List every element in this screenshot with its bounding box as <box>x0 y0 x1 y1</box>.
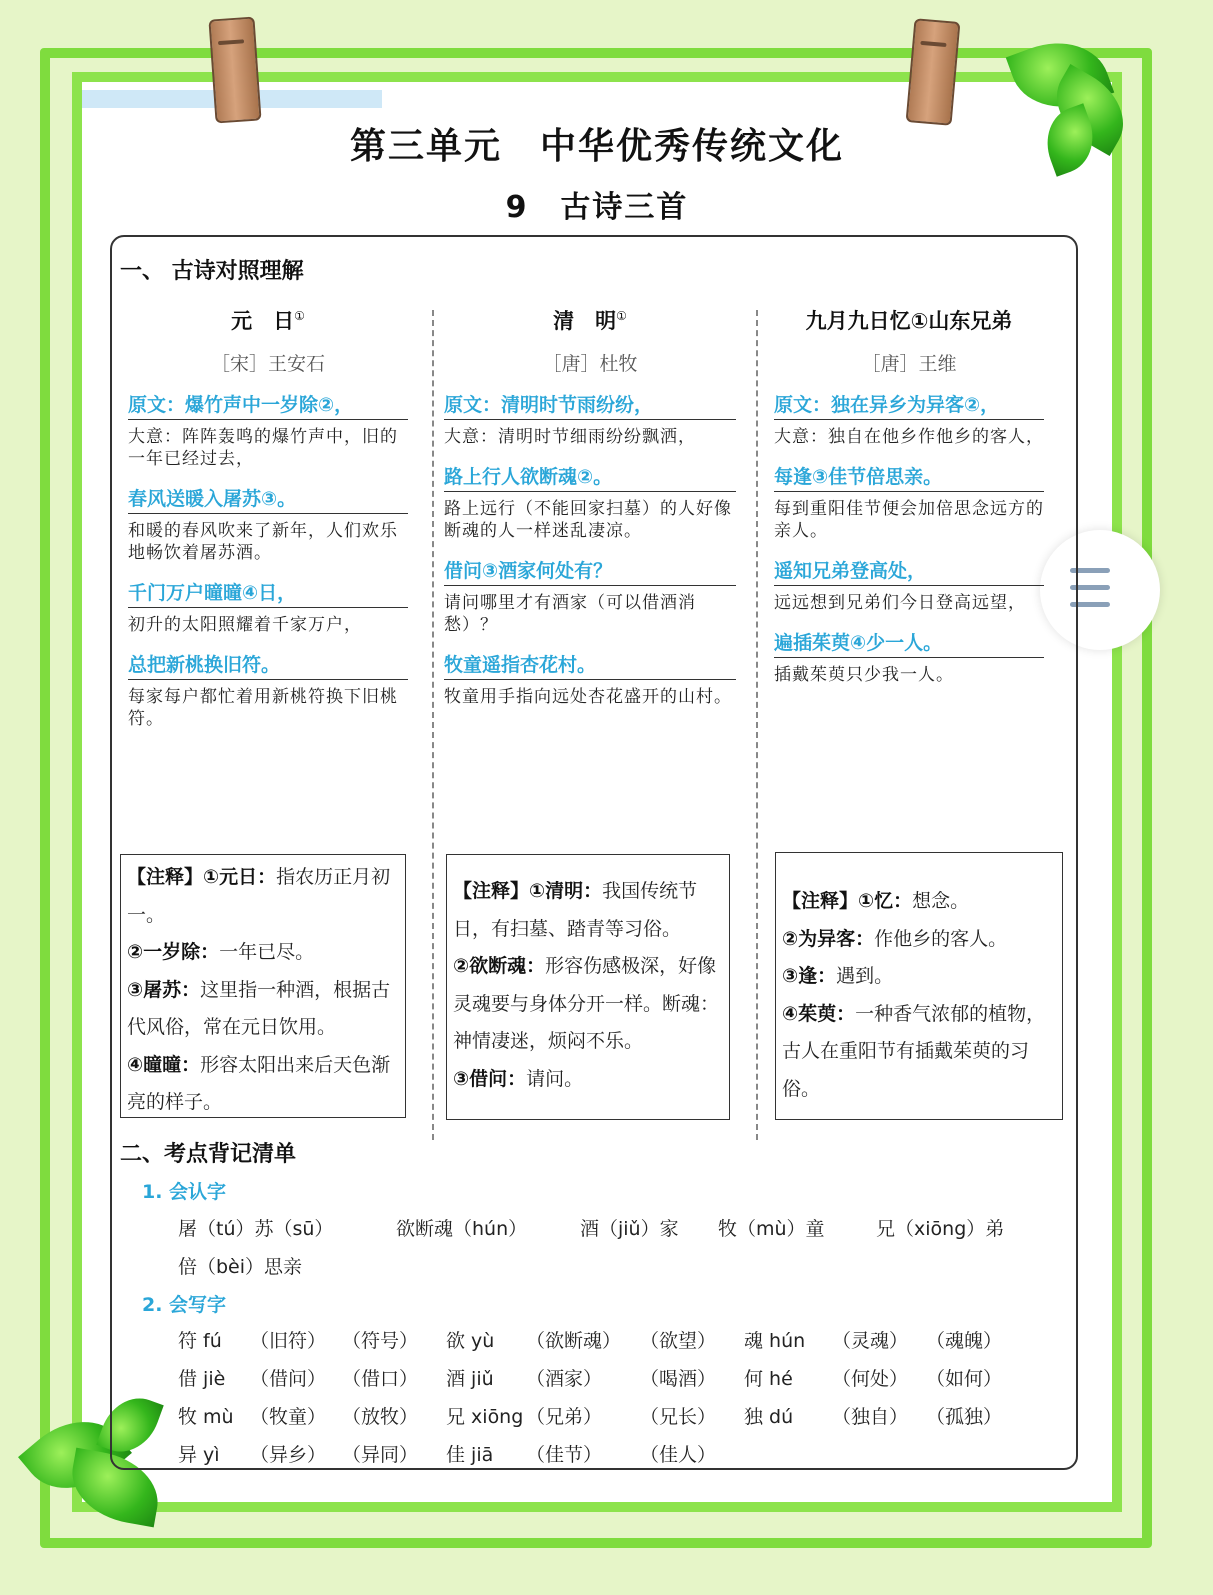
unit-title: 第三单元 中华优秀传统文化 <box>349 126 844 167</box>
recognize-row-1 <box>178 1214 1058 1244</box>
recognize-item: 倍（bèi）思亲 <box>178 1256 303 1278</box>
poem-meaning: 插戴茱萸只少我一人。 <box>774 665 954 685</box>
write-cell: （孤独） <box>926 1406 1003 1428</box>
poem-meaning: 牧童用手指向远处杏花盛开的山村。 <box>444 687 732 707</box>
recognize-title: 1. 会认字 <box>142 1181 227 1203</box>
column-divider <box>432 310 434 1140</box>
poem-meaning: 每家每户都忙着用新桃符换下旧桃符。 <box>128 687 398 729</box>
write-cell: 符 fú <box>178 1330 222 1352</box>
poem-author: ［宋］王安石 <box>210 353 325 375</box>
poem-line: 春风送暖入屠苏③。 <box>128 484 408 514</box>
write-cell: （佳人） <box>640 1444 717 1466</box>
poem-line: 千门万户曈曈④日， <box>128 578 408 608</box>
write-cell: （异乡） <box>250 1444 327 1466</box>
write-cell: （魂魄） <box>926 1330 1003 1352</box>
poem-meaning: 大意：独自在他乡作他乡的客人， <box>774 427 1044 447</box>
write-cell: 兄 xiōng <box>446 1406 524 1428</box>
write-title: 2. 会写字 <box>142 1294 227 1316</box>
poem-title: 元 日① <box>231 309 305 333</box>
poem-line: 总把新桃换旧符。 <box>128 650 408 680</box>
write-cell: 独 dú <box>744 1406 794 1428</box>
recognize-item: 牧（mù）童 <box>718 1218 825 1240</box>
poem-line: 原文：独在异乡为异客②， <box>774 390 1044 420</box>
write-cell: 酒 jiǔ <box>446 1368 494 1390</box>
poem-meaning: 大意：清明时节细雨纷纷飘洒， <box>444 427 696 447</box>
section1-title: 一、 古诗对照理解 <box>120 259 304 284</box>
clip-icon <box>208 17 261 124</box>
write-cell: 何 hé <box>744 1368 793 1390</box>
write-cell: （符号） <box>342 1330 419 1352</box>
poem-author: ［唐］王维 <box>861 353 957 375</box>
write-cell: 欲 yù <box>446 1330 495 1352</box>
notes-box-3: 【注释】①忆：想念。 ②为异客：作他乡的客人。 ③逢：遇到。 ④茱萸：一种香气浓郁的植物，古人在重阳节有插戴茱萸的习俗。 <box>775 852 1063 1120</box>
recognize-item: 酒（jiǔ）家 <box>580 1218 679 1240</box>
poem-title: 清 明① <box>553 309 627 333</box>
poem-line: 遍插茱萸④少一人。 <box>774 628 1044 658</box>
poem-line: 每逢③佳节倍思亲。 <box>774 462 1044 492</box>
notes-box-1: 【注释】①元日：指农历正月初一。 ②一岁除：一年已尽。 ③屠苏：这里指一种酒，根据古代风俗，常在元日饮用。 ④曈曈：形容太阳出来后天色渐亮的样子。 <box>120 854 406 1118</box>
write-cell: （如何） <box>926 1368 1003 1390</box>
notes-box-2: 【注释】①清明：我国传统节日，有扫墓、踏青等习俗。 ②欲断魂：形容伤感极深，好像灵魂要与身体分开一样。断魂：神情凄迷，烦闷不乐。 ③借问：请问。 <box>446 854 730 1120</box>
poem-meaning: 远远想到兄弟们今日登高远望， <box>774 593 1026 613</box>
poem-meaning: 和暖的春风吹来了新年，人们欢乐地畅饮着屠苏酒。 <box>128 521 398 563</box>
write-cell: （牧童） <box>250 1406 327 1428</box>
write-cell: （酒家） <box>526 1368 603 1390</box>
poem-line: 原文：清明时节雨纷纷， <box>444 390 736 420</box>
poem-meaning: 每到重阳佳节便会加倍思念远方的亲人。 <box>774 499 1044 541</box>
write-cell: （何处） <box>832 1368 909 1390</box>
write-cell: （欲望） <box>640 1330 717 1352</box>
poem-meaning: 初升的太阳照耀着千家万户， <box>128 615 362 635</box>
poem-author: ［唐］杜牧 <box>542 353 638 375</box>
recognize-item: 兄（xiōng）弟 <box>876 1218 1005 1240</box>
write-cell: （佳节） <box>526 1444 603 1466</box>
poem-meaning: 请问哪里才有酒家（可以借酒消愁）？ <box>444 593 696 635</box>
write-row <box>178 1326 1058 1356</box>
recognize-row-2 <box>178 1252 1058 1282</box>
write-cell: （兄长） <box>640 1406 717 1428</box>
write-row <box>178 1440 1058 1470</box>
write-cell: （放牧） <box>342 1406 419 1428</box>
write-cell: （兄弟） <box>526 1406 603 1428</box>
recognize-item: 屠（tú）苏（sū） <box>178 1218 334 1240</box>
write-cell: 借 jiè <box>178 1368 226 1390</box>
poem-column-1 <box>128 305 408 730</box>
write-cell: 佳 jiā <box>446 1444 494 1466</box>
write-cell: （借问） <box>250 1368 327 1390</box>
lesson-title: 9 古诗三首 <box>505 190 689 225</box>
write-cell: （异同） <box>342 1444 419 1466</box>
write-row <box>178 1364 1058 1394</box>
poem-meaning: 路上远行（不能回家扫墓）的人好像断魂的人一样迷乱凄凉。 <box>444 499 732 541</box>
write-row <box>178 1402 1058 1432</box>
write-cell: （旧符） <box>250 1330 327 1352</box>
write-cell: （喝酒） <box>640 1368 717 1390</box>
section2-title: 二、考点背记清单 <box>120 1142 297 1167</box>
poem-meaning: 大意：阵阵轰鸣的爆竹声中，旧的一年已经过去， <box>128 427 398 469</box>
poem-title: 九月九日忆①山东兄弟 <box>805 309 1013 333</box>
clip-icon <box>906 18 961 126</box>
write-cell: （借口） <box>342 1368 419 1390</box>
write-cell: 牧 mù <box>178 1406 234 1428</box>
poem-line: 牧童遥指杏花村。 <box>444 650 736 680</box>
poem-line: 遥知兄弟登高处， <box>774 556 1044 586</box>
poem-column-3 <box>774 305 1044 686</box>
recognize-item: 欲断魂（hún） <box>396 1218 528 1240</box>
poem-column-2 <box>444 305 736 708</box>
write-cell: （灵魂） <box>832 1330 909 1352</box>
write-cell: （欲断魂） <box>526 1330 622 1352</box>
poem-line: 路上行人欲断魂②。 <box>444 462 736 492</box>
poem-line: 借问③酒家何处有？ <box>444 556 736 586</box>
write-cell: 异 yì <box>178 1444 220 1466</box>
write-cell: 魂 hún <box>744 1330 806 1352</box>
poem-line: 原文：爆竹声中一岁除②， <box>128 390 408 420</box>
column-divider <box>756 310 758 1140</box>
write-cell: （独自） <box>832 1406 909 1428</box>
